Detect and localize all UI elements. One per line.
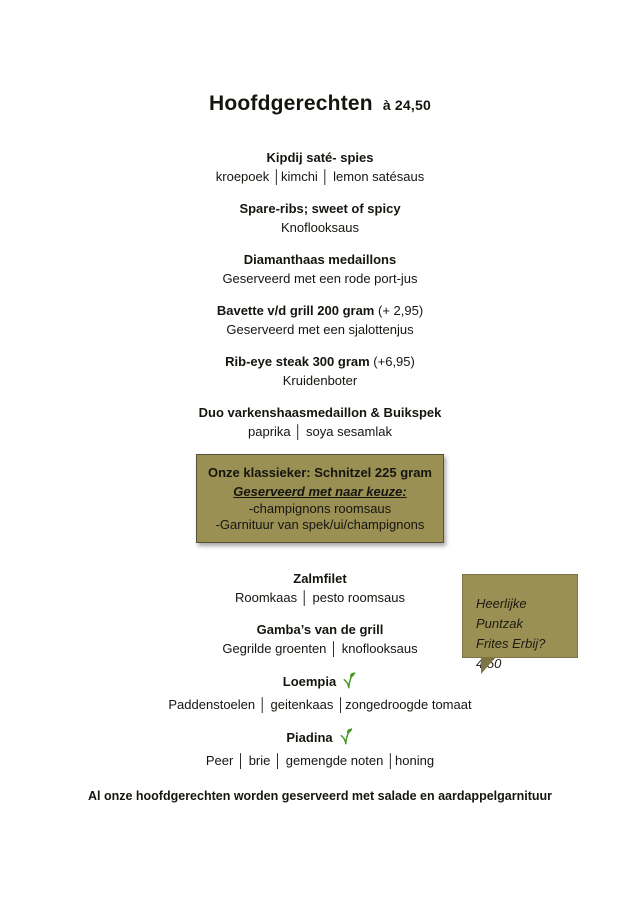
dish-name: Kipdij saté- spies <box>266 150 374 165</box>
dish-description: Knoflooksaus <box>280 220 360 235</box>
footer-note: Al onze hoofdgerechten worden geserveerd met salade en aardappelgarnituur <box>87 789 552 803</box>
dish-name-text: Rib-eye steak 300 gram <box>225 354 370 369</box>
dish-name-text: Bavette v/d grill 200 gram <box>216 303 375 318</box>
dish-description: Roomkaas │ pesto roomsaus <box>235 590 405 605</box>
callout-tail <box>481 657 496 674</box>
dish-description: Geserveerd met een rode port-jus <box>222 271 418 286</box>
special-option: -champignons roomsaus <box>248 501 392 516</box>
dish-name <box>0 352 640 371</box>
dish-name: Gamba’s van de grill <box>256 622 384 637</box>
frites-callout-bubble <box>462 574 578 671</box>
dish-description: Peer │ brie │ gemengde noten │honing <box>205 753 435 768</box>
menu-item <box>0 671 640 714</box>
callout-line: Frites Erbij? 4,50 <box>476 636 546 671</box>
dish-price-suffix: (+6,95) <box>373 354 415 369</box>
dish-name <box>0 671 640 695</box>
page-title <box>0 0 640 116</box>
dish-name-text: Loempia <box>282 674 337 689</box>
menu-item <box>0 403 640 441</box>
vegetarian-sprout-icon <box>341 671 357 695</box>
dish-description: Geserveerd met een sjalottenjus <box>226 322 414 337</box>
menu-item <box>0 352 640 390</box>
dish-name <box>0 727 640 751</box>
dish-description: kroepoek │kimchi │ lemon satésaus <box>215 169 425 184</box>
menu-item <box>0 250 640 288</box>
menu-item <box>0 148 640 186</box>
dish-description: Paddenstoelen │ geitenkaas │zongedroogde tomaat <box>168 697 472 712</box>
menu-item <box>0 727 640 770</box>
menu-item <box>0 301 640 339</box>
callout-line: Heerlijke Puntzak <box>476 596 527 631</box>
dish-name: Spare-ribs; sweet of spicy <box>239 201 401 216</box>
dish-name <box>0 301 640 320</box>
vegetarian-sprout-icon <box>338 727 354 751</box>
dish-name: Duo varkenshaasmedaillon & Buikspek <box>198 405 442 420</box>
page-title-text: Hoofdgerechten <box>209 92 373 115</box>
dish-price-suffix: (+ 2,95) <box>377 303 424 318</box>
dish-description: Gegrilde groenten │ knoflooksaus <box>222 641 418 656</box>
special-title: Onze klassieker: Schnitzel 225 gram <box>208 465 432 480</box>
dish-name-text: Piadina <box>286 730 333 745</box>
page-title-price: à 24,50 <box>382 97 431 113</box>
schnitzel-special-box <box>196 454 444 543</box>
special-option: -Garnituur van spek/ui/champignons <box>215 517 425 532</box>
dish-description: paprika │ soya sesamlak <box>248 424 392 439</box>
menu-item <box>0 199 640 237</box>
special-subtitle: Geserveerd met naar keuze: <box>233 484 407 499</box>
dish-name: Zalmfilet <box>293 571 347 586</box>
dish-description: Kruidenboter <box>282 373 358 388</box>
dish-name: Diamanthaas medaillons <box>243 252 397 267</box>
